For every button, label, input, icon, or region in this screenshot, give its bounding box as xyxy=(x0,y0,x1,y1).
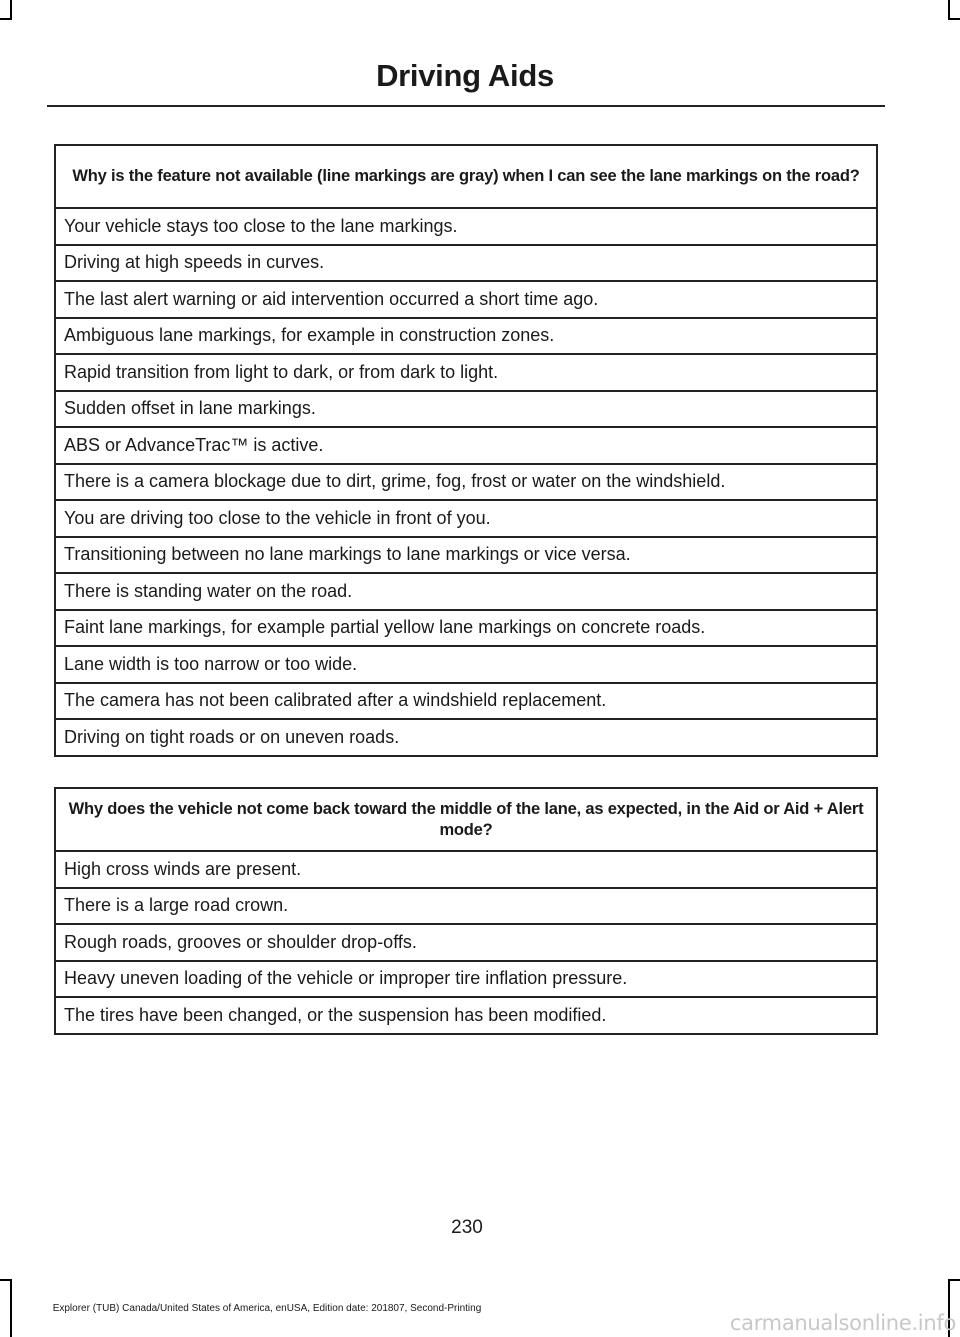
crop-mark-bottom-left-horizontal xyxy=(0,1279,12,1281)
watermark: carmanualsonline.info xyxy=(729,1311,956,1335)
table-row xyxy=(55,961,877,998)
table-row xyxy=(55,245,877,282)
table-row xyxy=(55,500,877,537)
crop-mark-top-left-horizontal xyxy=(0,18,12,20)
edition-footer: Explorer (TUB) Canada/United States of America, enUSA, Edition date: 201807, Second-Printing xyxy=(52,1303,482,1314)
table-row xyxy=(55,610,877,647)
crop-mark-top-left-vertical xyxy=(10,0,12,20)
table-row xyxy=(55,719,877,756)
table-cell: Rough roads, grooves or shoulder drop-offs. xyxy=(55,924,877,961)
table-cell: High cross winds are present. xyxy=(55,851,877,888)
table-cell: Faint lane markings, for example partial yellow lane markings on concrete roads. xyxy=(55,610,877,647)
table-cell: There is standing water on the road. xyxy=(55,573,877,610)
table-cell: The camera has not been calibrated after a windshield replacement. xyxy=(55,683,877,720)
table-cell: ABS or AdvanceTrac™ is active. xyxy=(55,427,877,464)
table-row xyxy=(55,924,877,961)
table-heading: Why is the feature not available (line markings are gray) when I can see the lane markings on the road? xyxy=(55,145,877,208)
faq-table-vehicle-not-centering xyxy=(54,787,878,1035)
crop-mark-bottom-right-horizontal xyxy=(948,1279,960,1281)
table-cell: Lane width is too narrow or too wide. xyxy=(55,646,877,683)
table-row xyxy=(55,997,877,1034)
faq-table-feature-not-available xyxy=(54,144,878,757)
table-row xyxy=(55,683,877,720)
table-row xyxy=(55,646,877,683)
crop-mark-top-right-vertical xyxy=(948,0,950,20)
page-number: 230 xyxy=(451,1217,483,1238)
table-cell: There is a camera blockage due to dirt, grime, fog, frost or water on the windshield. xyxy=(55,464,877,501)
table-row xyxy=(55,391,877,428)
page-title: Driving Aids xyxy=(376,58,554,93)
table-cell: Heavy uneven loading of the vehicle or improper tire inflation pressure. xyxy=(55,961,877,998)
table-cell: You are driving too close to the vehicle in front of you. xyxy=(55,500,877,537)
table-row xyxy=(55,281,877,318)
table-cell: The last alert warning or aid intervention occurred a short time ago. xyxy=(55,281,877,318)
table-row xyxy=(55,208,877,245)
table-heading: Why does the vehicle not come back toward the middle of the lane, as expected, in the Aid or Aid + Alert mode? xyxy=(55,788,877,851)
table-cell: There is a large road crown. xyxy=(55,888,877,925)
table-cell: Rapid transition from light to dark, or from dark to light. xyxy=(55,354,877,391)
table-cell: Your vehicle stays too close to the lane markings. xyxy=(55,208,877,245)
table-row xyxy=(55,354,877,391)
table-cell: Driving at high speeds in curves. xyxy=(55,245,877,282)
table-cell: Transitioning between no lane markings to lane markings or vice versa. xyxy=(55,537,877,574)
crop-mark-top-right-horizontal xyxy=(948,18,960,20)
table-cell: The tires have been changed, or the suspension has been modified. xyxy=(55,997,877,1034)
table-row xyxy=(55,318,877,355)
table-row xyxy=(55,537,877,574)
table-cell: Driving on tight roads or on uneven roads. xyxy=(55,719,877,756)
table-row xyxy=(55,427,877,464)
header-divider xyxy=(47,105,885,107)
table-row xyxy=(55,464,877,501)
table-cell: Ambiguous lane markings, for example in construction zones. xyxy=(55,318,877,355)
table-cell: Sudden offset in lane markings. xyxy=(55,391,877,428)
table-row xyxy=(55,888,877,925)
table-row xyxy=(55,573,877,610)
table-row xyxy=(55,851,877,888)
